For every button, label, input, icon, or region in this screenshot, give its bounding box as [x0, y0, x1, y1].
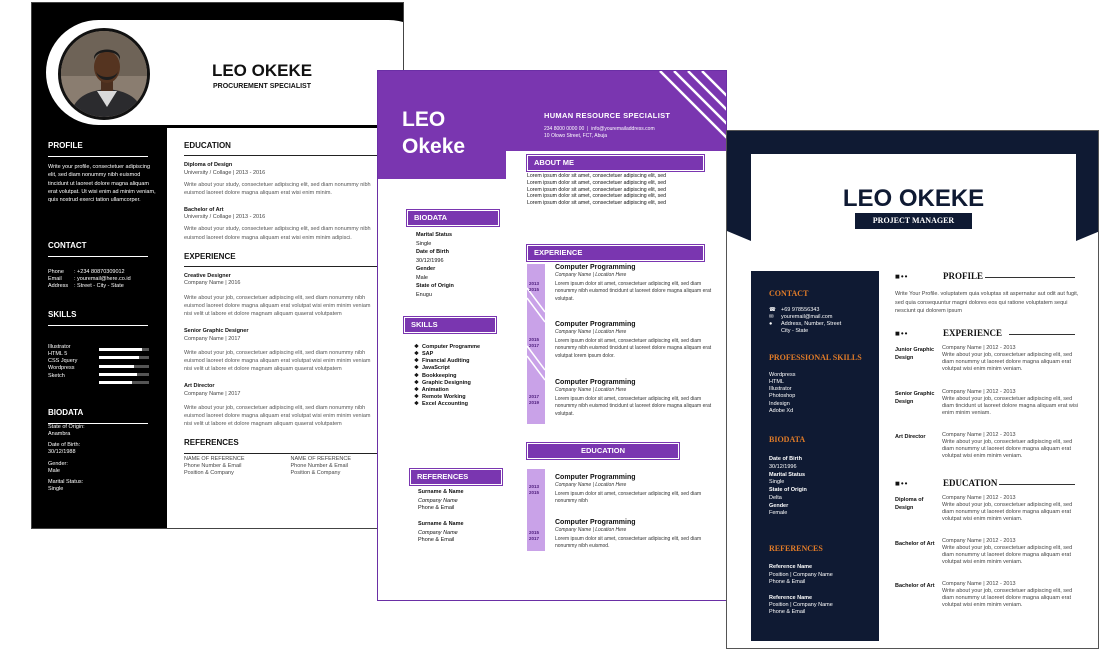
- experience-heading: EXPERIENCE: [943, 328, 1003, 338]
- contact-heading: CONTACT: [48, 241, 148, 257]
- references-heading: REFERENCES: [184, 438, 239, 448]
- skill-level-bar: [99, 373, 137, 376]
- profile-heading: PROFILE: [943, 271, 984, 281]
- education-heading: EDUCATION: [184, 141, 231, 150]
- resume-procurement-specialist: [31, 2, 404, 529]
- profile-text: Write your profile, consectetuer adipiscing elit, sed diam nonummy nibh euismod tincidunt ut laoreet dolore magna aliquam erat volutpat. Ut wisi enim ad minim veniam, quis nostrud exerci tation ullamcorper.: [48, 164, 156, 203]
- about-heading: ABOUT ME: [527, 155, 704, 171]
- biodata-heading: BIODATA: [407, 210, 499, 226]
- references-list: Surname & Name Company Name Phone & Email Surname & Name Company Name Phone & Email: [418, 489, 464, 544]
- experience-item: Company Name | 2012 - 2013 Write about your job, consectetuer adipiscing elit, sed diam nonummy ut laoreet dolore magna aliquam erat volutpat wisi enim minim veniam.: [942, 432, 1073, 460]
- experience-item: Company Name | 2012 - 2013 Write about your job, consectetuer adipiscing elit, sed diam tincidunt ut laoreet dolore magna aliquam erat wisi enim minim veniam.: [942, 389, 1079, 417]
- contact-list: ☎ +69 978556343 ✉ youremail@mail.com ● Address, Number, Street City - State: [769, 307, 842, 335]
- education-heading: EDUCATION: [943, 478, 998, 488]
- experience-item: Computer Programming Company Name | Location Here Lorem ipsum dolor sit amet, consectetuer adipiscing elit, sed diam nonummy nibh euismod tincidunt ut laoreet dolore magna aliquam erat volutpat.: [555, 379, 712, 417]
- references-list: NAME OF REFERENCE Phone Number & Email Position & Company NAME OF REFERENCE Phone Number & Email Position & Company: [184, 455, 352, 477]
- profile-text: Write Your Profile. voluptatem quia voluptas sit aspernatur aut odit aut fugit, sed quia consequuntur magni dolores eos qui ratione voluptatem sequi nesciunt qui dolorem ipsum: [895, 291, 1079, 315]
- skill-label: Illustrator: [48, 344, 71, 350]
- experience-item: Company Name | 2012 - 2013 Write about your job, consectetuer adipiscing elit, sed diam nonummy ut laoreet dolore magna aliquam erat volutpat wisi enim minim veniam.: [942, 345, 1073, 373]
- skills-list: [48, 344, 77, 380]
- location-icon: ●: [769, 321, 773, 328]
- resume-hr-specialist: [377, 70, 727, 601]
- name: LEO Okeke: [402, 108, 466, 159]
- skill-label: Wordpress: [48, 365, 75, 372]
- skills-list: Wordpress HTML Illustrator Photoshop Indesign Adobe Xd: [769, 372, 796, 414]
- skills-heading: SKILLS: [48, 310, 148, 326]
- email-icon: ✉: [769, 314, 774, 321]
- biodata-list: Marital Status Single Date of Birth 30/12/1996 Gender Male State of Origin Enugu: [416, 232, 454, 298]
- experience-heading: EXPERIENCE: [184, 251, 236, 261]
- education-heading: EDUCATION: [527, 443, 679, 459]
- education-item: Company Name | 2012 - 2013 Write about your job, consectetuer adipiscing elit, sed diam nonummy ut laoreet dolore magna aliquam erat volutpat wisi enim minim veniam.: [942, 538, 1073, 566]
- education-item: Company Name | 2012 - 2013 Write about your job, consectetuer adipiscing elit, sed diam nonummy ut laoreet dolore magna aliquam erat volutpat wisi enim minim veniam.: [942, 581, 1073, 609]
- biodata-list: Date of Birth 30/12/1996 Marital Status Single State of Origin Delta Gender Female: [769, 456, 807, 517]
- experience-heading: EXPERIENCE: [527, 245, 704, 261]
- exp-years: 2013 2015: [529, 281, 540, 292]
- exp-years: 2015 2017: [529, 337, 540, 348]
- skill-level-bar: [99, 348, 142, 351]
- skill-level-bar: [99, 365, 134, 368]
- biodata-list: State of Origin: Anambra Date of Birth: 30/12/1988 Gender: Male Marital Status: Single: [48, 424, 85, 492]
- skills-heading: PROFESSIONAL SKILLS: [769, 353, 862, 362]
- about-text: Lorem ipsum dolor sit amet, consectetuer adipiscing elit, sed Lorem ipsum dolor sit amet, consectetuer adipiscing elit, sed Lorem ipsum dolor sit amet, consectetuer adipiscing elit, sed Lorem ipsum dolor sit amet, consectetuer adipiscing elit, sed Lorem ipsum dolor sit amet, consectetuer adipiscing elit, sed: [527, 173, 666, 206]
- biodata-heading: BIODATA: [48, 408, 148, 424]
- contact-info: 234 8000 0000 00 | info@youremailaddress.com 10 Olowo Street, FCT, Abuja: [544, 126, 655, 139]
- experience-item: Computer Programming Company Name | Location Here Lorem ipsum dolor sit amet, consectetuer adipiscing elit, sed diam nonummy nibh euismod tincidunt ut laoreet dolore magna aliquam erat volutpat.: [555, 264, 712, 302]
- education-item: Company Name | 2012 - 2013 Write about your job, consectetuer adipiscing elit, sed diam nonummy ut laoreet dolore magna aliquam erat volutpat wisi enim minim veniam.: [942, 495, 1073, 523]
- exp-years: 2017 2019: [529, 394, 540, 405]
- skills-list: ❖ Computer Programme ❖ SAP ❖ Financial Auditing ❖ JavaScript ❖ Bookkeeping ❖ Graphic Designing ❖ Animation ❖ Remote Working ❖ Excel Accounting: [414, 344, 481, 408]
- references-list: Reference Name Position | Company Name Phone & Email Reference Name Position | Company Name Phone & Email: [769, 564, 833, 616]
- education-item: Computer Programming Company Name | Location Here Lorem ipsum dolor sit amet, consectetuer adipiscing elit, sed diam nonummy nibh: [555, 474, 702, 505]
- skill-label: HTML 5: [48, 351, 68, 358]
- main-column: EDUCATION Diploma of Design University / Collage | 2013 - 2016 Write about your study, consectetuer adipiscing elit, sed diam nonummy nibh euismod laoreet dolore magna aliquam erat wisi enim minim. Bachelor of Art University / Collage | 2013 - 2016 Write about your study, consectetuer adipiscing elit, sed diam nonummy nibh euismod laoreet dolore magna aliquam erat wisi enim minim adipisci. EXPERIENCE Creative Designer Company Name | 2016 Write about your job, consectetuer adipiscing elit, sed diam nonummy nibh euismod laoreet dolore magna aliquam erat volutpat wisi enim minim veniam nisi velit ut labore et dolore magnam aliquam quaerat volutpatem Senior Graphic Designer Company Name | 2017 Write about your job, consectetuer adipiscing elit, sed diam nonummy nibh euismod laoreet dolore magna aliquam erat volutpat wisi enim minim veniam nisi velit ut labore et dolore magnam aliquam quaerat volutpatem Art Director Company Name | 2017 Write about your job, consectetuer adipiscing elit, sed diam nonummy nibh euismod laoreet dolore magna aliquam erat volutpat wisi enim minim veniam nisi velit ut labore et dolore magnam aliquam quaerat volutpatem REFERENCES NAME OF REFERENCE Phone Number & Email Position & Company NAME OF REFERENCE Phone Number & Email Position & Company: [184, 141, 379, 477]
- phone-icon: ☎: [769, 307, 776, 313]
- skill-label: CSS Jquery: [48, 358, 78, 365]
- job-title: PROCUREMENT SPECIALIST: [212, 83, 311, 90]
- job-title: PROJECT MANAGER: [855, 213, 972, 229]
- resume-project-manager: LEO OKEKE PROJECT MANAGER CONTACT ☎ +69 978556343 ✉ youremail@mail.com ● Address, Number, Street City - State PROFESSIONAL SKILLS Wordpress HTML Illustrator Photoshop Indesign Adobe Xd BIODATA Date of Birth 30/12/1996 Marital Status Single State of Origin Delta Gender Female REFERENCES Reference Name Position | Company Name Phone & Email Reference Name Position | Company Name Phone & Email ■•• PROFILE Write Your Profile. voluptatem quia voluptas sit aspernatur aut odit aut fugit, sed quia consequuntur magni dolores eos qui ratione voluptatem sequi nesciunt qui dolorem ipsum ■•• EXPERIENCE Junior Graphic Design Company Name | 2012 - 2013 Write about your job, consectetuer adipiscing elit, sed diam nonummy ut laoreet dolore magna aliquam erat volutpat wisi enim minim veniam. Senior Graphic Design Company Name | 2012 - 2013 Write about your job, consectetuer adipiscing elit, sed diam tincidunt ut laoreet dolore magna aliquam erat wisi enim minim veniam. Art Director Company Name | 2012 - 2013 Write about your job, consectetuer adipiscing elit, sed diam nonummy ut laoreet dolore magna aliquam erat volutpat wisi enim minim veniam. ■•• EDUCATION Diploma of Design Company Name | 2012 - 2013 Write about your job, consectetuer adipiscing elit, sed diam nonummy ut laoreet dolore magna aliquam erat volutpat wisi enim minim veniam. Bachelor of Art Company Name | 2012 - 2013 Write about your job, consectetuer adipiscing elit, sed diam nonummy ut laoreet dolore magna aliquam erat volutpat wisi enim minim veniam. Bachelor of Art Company Name | 2012 - 2013 Write about your job, consectetuer adipiscing elit, sed diam nonummy ut laoreet dolore magna aliquam erat volutpat wisi enim minim veniam.: [726, 130, 1099, 649]
- edu-years: 2013 2015: [529, 484, 540, 495]
- contact-heading: CONTACT: [769, 289, 809, 298]
- skill-level-bar: [99, 356, 139, 359]
- contact-list: Phone : +234 80870309012 Email : youremail@here.co.id Address : Street - City - State: [48, 269, 131, 290]
- skill-label: Sketch: [48, 372, 65, 379]
- profile-photo: [58, 28, 150, 120]
- name: LEO OKEKE: [842, 185, 985, 212]
- skill-level-bar: [99, 381, 132, 384]
- biodata-heading: BIODATA: [769, 435, 806, 444]
- edu-years: 2015 2017: [529, 530, 540, 541]
- job-title: HUMAN RESOURCE SPECIALIST: [544, 111, 671, 120]
- profile-heading: PROFILE: [48, 141, 148, 157]
- education-item: Computer Programming Company Name | Location Here Lorem ipsum dolor sit amet, consectetuer adipiscing elit, sed diam nonummy nibh euismod.: [555, 519, 702, 550]
- name: LEO OKEKE: [211, 61, 313, 80]
- references-heading: REFERENCES: [410, 469, 502, 485]
- references-heading: REFERENCES: [769, 544, 823, 553]
- experience-item: Computer Programming Company Name | Location Here Lorem ipsum dolor sit amet, consectetuer adipiscing elit, sed diam nonummy nibh euismod tincidunt ut laoreet dolore magna aliquam erat volutpat lorem ipsum dolor.: [555, 321, 712, 359]
- skills-heading: SKILLS: [404, 317, 496, 333]
